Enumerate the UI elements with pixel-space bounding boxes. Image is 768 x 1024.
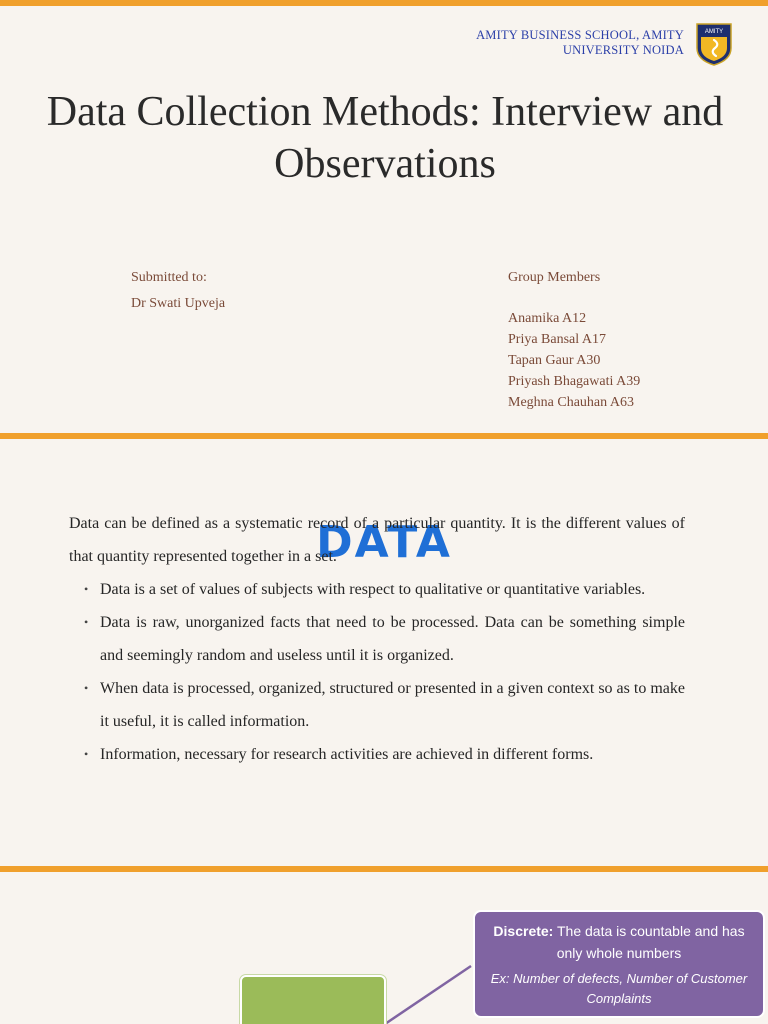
bullet-item: • Data is a set of values of subjects with respect to qualitative or quantitative variables. (69, 573, 685, 606)
submitted-name: Dr Swati Upveja (131, 296, 226, 311)
data-intro: Data can be defined as a systematic record of a particular quantity. It is the different values of that quantity represented together in a set. (69, 515, 685, 565)
page-title: Data Collection Methods: Interview and Observations (46, 89, 724, 187)
member-item: Tapan Gaur A30 (508, 353, 601, 368)
bullet-item: • When data is processed, organized, structured or presented in a given context so as to make it useful, it is called information. (69, 672, 685, 738)
discrete-text: The data is countable and has only whole numbers (556, 923, 745, 961)
title-slide (0, 6, 768, 433)
member-item: Priya Bansal A17 (508, 332, 606, 347)
data-heading: DATA (316, 517, 452, 568)
member-item: Meghna Chauhan A63 (508, 395, 634, 410)
group-members-label: Group Members (508, 270, 601, 285)
university-name: AMITY BUSINESS SCHOOL, AMITY UNIVERSITY NOIDA (476, 28, 684, 57)
bullet-item: • Information, necessary for research activities are achieved in different forms. (69, 738, 685, 771)
discrete-example: Ex: Number of defects, Number of Customer Complaints (490, 971, 748, 1006)
data-bullet-list (69, 573, 685, 771)
data-types-slide (0, 872, 768, 1024)
member-item: Priyash Bhagawati A39 (508, 374, 641, 389)
submitted-label: Submitted to: (131, 270, 207, 285)
member-item: Anamika A12 (508, 311, 587, 326)
quantitative-box (240, 975, 386, 1024)
bullet-item: • Data is raw, unorganized facts that need to be processed. Data can be something simple and seemingly random and useless until it is organized. (69, 606, 685, 672)
data-slide (0, 439, 768, 866)
data-body (69, 507, 685, 771)
group-members-list (508, 308, 640, 413)
logo-text: AMITY (704, 29, 724, 35)
discrete-description (485, 920, 753, 964)
discrete-box (473, 910, 765, 1018)
discrete-label: Discrete: (493, 923, 554, 939)
amity-logo-icon (695, 22, 733, 66)
